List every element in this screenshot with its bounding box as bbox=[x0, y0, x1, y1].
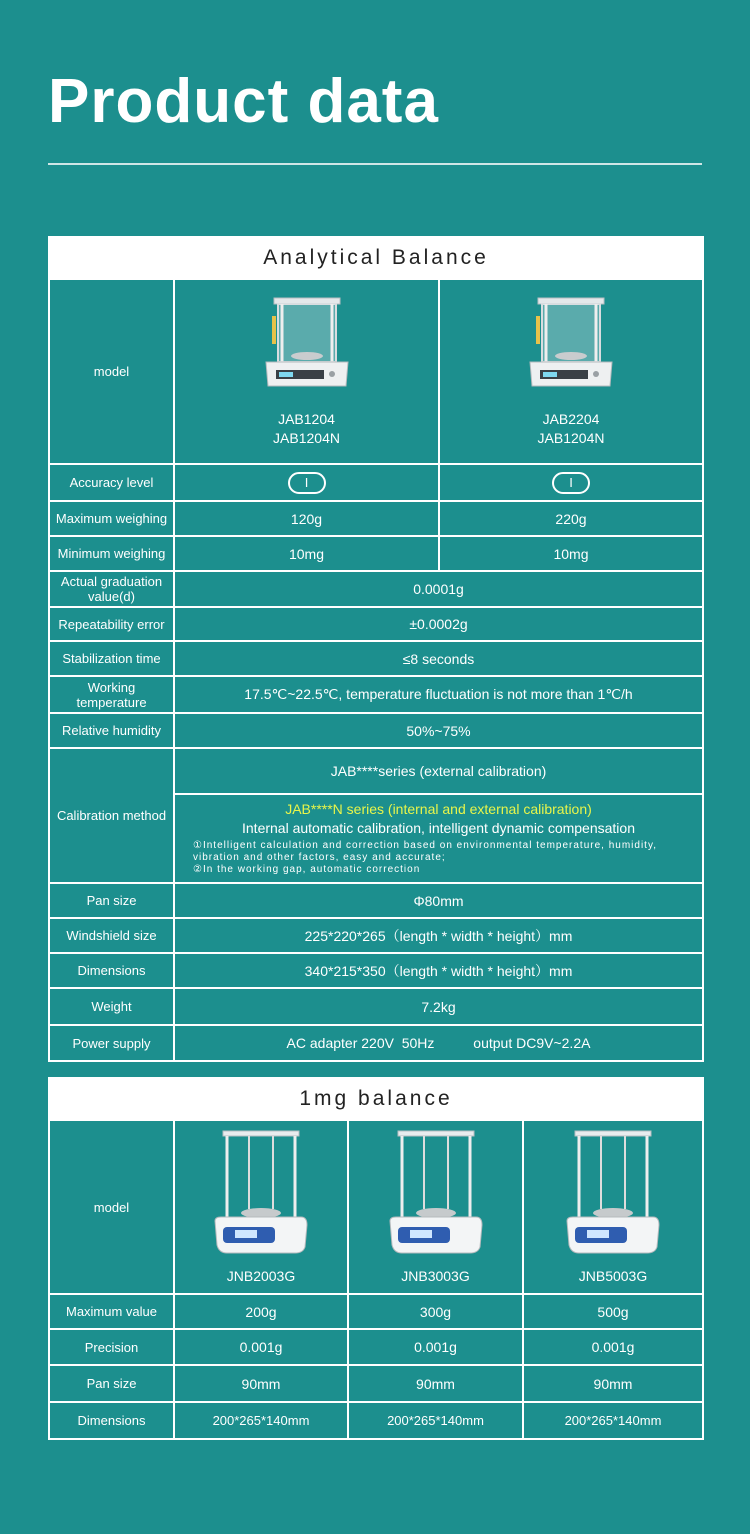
dimensions-label: Dimensions bbox=[49, 953, 174, 988]
model-name: JNB5003G bbox=[578, 1267, 648, 1284]
calibration-internal-title: JAB****N series (internal and external calibration) bbox=[285, 801, 592, 817]
precision-value: 0.001g bbox=[348, 1329, 523, 1365]
pan-size-label: Pan size bbox=[49, 1365, 174, 1402]
pan-size-value: Φ80mm bbox=[174, 883, 703, 918]
title-divider bbox=[48, 163, 702, 165]
max-value-value: 500g bbox=[523, 1294, 703, 1329]
dimensions-value: 340*215*350（length * width * height）mm bbox=[174, 953, 703, 988]
dimensions-label: Dimensions bbox=[49, 1402, 174, 1439]
accuracy-badge: I bbox=[288, 472, 326, 494]
weight-label: Weight bbox=[49, 988, 174, 1025]
calibration-note-2: ②In the working gap, automatic correction bbox=[193, 864, 421, 875]
weight-value: 7.2kg bbox=[174, 988, 703, 1025]
model-name: JAB2204 bbox=[542, 410, 600, 427]
windshield-value: 225*220*265（length * width * height）mm bbox=[174, 918, 703, 953]
model-name: JAB1204N bbox=[273, 429, 340, 446]
working-temperature-value: 17.5℃~22.5℃, temperature fluctuation is not more than 1℃/h bbox=[174, 676, 703, 713]
repeatability-value: ±0.0002g bbox=[174, 607, 703, 641]
model-name: JAB1204N bbox=[537, 429, 605, 446]
max-weighing-value: 220g bbox=[439, 501, 703, 536]
power-supply-value: AC adapter 220V 50Hz output DC9V~2.2A bbox=[174, 1025, 703, 1061]
mg-balance-table bbox=[48, 1077, 704, 1440]
dimensions-value: 200*265*140mm bbox=[348, 1402, 523, 1439]
dimensions-value: 200*265*140mm bbox=[523, 1402, 703, 1439]
repeatability-label: Repeatability error bbox=[49, 607, 174, 641]
calibration-internal-cell bbox=[174, 794, 703, 883]
accuracy-cell bbox=[439, 464, 703, 501]
stabilization-value: ≤8 seconds bbox=[174, 641, 703, 676]
max-value-value: 300g bbox=[348, 1294, 523, 1329]
humidity-value: 50%~75% bbox=[174, 713, 703, 748]
model-cell bbox=[439, 279, 703, 464]
analytical-balance-table bbox=[48, 236, 704, 1062]
stabilization-label: Stabilization time bbox=[49, 641, 174, 676]
precision-balance-image bbox=[565, 1129, 661, 1259]
humidity-label: Relative humidity bbox=[49, 713, 174, 748]
pan-size-value: 90mm bbox=[348, 1365, 523, 1402]
model-label: model bbox=[49, 1120, 174, 1294]
graduation-value: 0.0001g bbox=[174, 571, 703, 607]
model-label: model bbox=[49, 279, 174, 464]
model-cell bbox=[348, 1120, 523, 1294]
precision-balance-image bbox=[213, 1129, 309, 1259]
accuracy-badge: I bbox=[552, 472, 590, 494]
model-cell bbox=[523, 1120, 703, 1294]
calibration-internal-desc: Internal automatic calibration, intelligent dynamic compensation bbox=[242, 820, 635, 836]
pan-size-label: Pan size bbox=[49, 883, 174, 918]
precision-value: 0.001g bbox=[523, 1329, 703, 1365]
precision-balance-image bbox=[388, 1129, 484, 1259]
min-weighing-value: 10mg bbox=[174, 536, 439, 571]
power-supply-label: Power supply bbox=[49, 1025, 174, 1061]
mg-heading: 1mg balance bbox=[49, 1078, 703, 1120]
precision-value: 0.001g bbox=[174, 1329, 348, 1365]
calibration-note-1: ①Intelligent calculation and correction based on environmental temperature, humidity, vibration and other factors, easy and accurate; bbox=[193, 840, 657, 863]
max-weighing-label: Maximum weighing bbox=[49, 501, 174, 536]
min-weighing-label: Minimum weighing bbox=[49, 536, 174, 571]
accuracy-label: Accuracy level bbox=[49, 464, 174, 501]
model-cell bbox=[174, 279, 439, 464]
pan-size-value: 90mm bbox=[523, 1365, 703, 1402]
precision-label: Precision bbox=[49, 1329, 174, 1365]
model-cell bbox=[174, 1120, 348, 1294]
max-value-label: Maximum value bbox=[49, 1294, 174, 1329]
page-title: Product data bbox=[48, 67, 439, 136]
analytical-balance-image bbox=[526, 296, 616, 396]
max-weighing-value: 120g bbox=[174, 501, 439, 536]
min-weighing-value: 10mg bbox=[439, 536, 703, 571]
working-temperature-label: Working temperature bbox=[49, 676, 174, 713]
accuracy-cell bbox=[174, 464, 439, 501]
model-name: JAB1204 bbox=[278, 410, 335, 427]
model-name: JNB2003G bbox=[226, 1267, 296, 1284]
windshield-label: Windshield size bbox=[49, 918, 174, 953]
dimensions-value: 200*265*140mm bbox=[174, 1402, 348, 1439]
calibration-external: JAB****series (external calibration) bbox=[174, 748, 703, 794]
calibration-label: Calibration method bbox=[49, 748, 174, 883]
max-value-value: 200g bbox=[174, 1294, 348, 1329]
graduation-label: Actual graduation value(d) bbox=[49, 571, 174, 607]
analytical-balance-image bbox=[262, 296, 352, 396]
pan-size-value: 90mm bbox=[174, 1365, 348, 1402]
analytical-heading: Analytical Balance bbox=[49, 237, 703, 279]
model-name: JNB3003G bbox=[401, 1267, 470, 1284]
